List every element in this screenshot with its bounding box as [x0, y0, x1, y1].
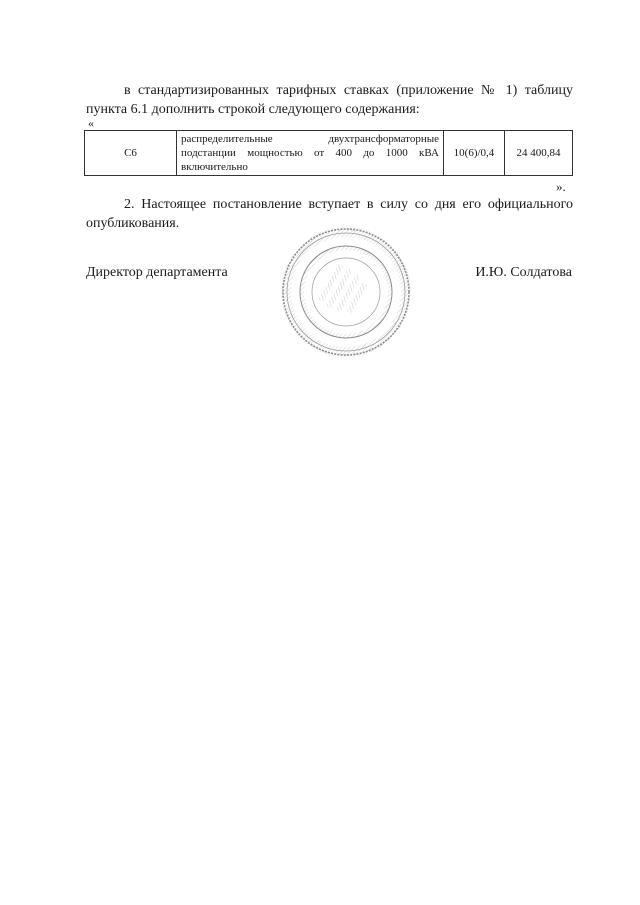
quote-open-mark: « [88, 116, 94, 130]
quote-close-mark: ». [556, 179, 566, 194]
signatory-title: Директор департамента [86, 265, 228, 280]
official-seal-stamp [280, 226, 412, 358]
price-cell: 24 400,84 [505, 131, 573, 176]
rate-description-cell: распределительные двухтрансформаторные подстанции мощностью от 400 до 1000 кВА включительно [177, 131, 444, 176]
voltage-cell: 10(6)/0,4 [444, 131, 505, 176]
signatory-name: И.Ю. Солдатова [475, 265, 572, 280]
rate-code-cell: С6 [85, 131, 177, 176]
tariff-table [84, 130, 573, 176]
paragraph-2: 2. Настоящее постановление вступает в силу со дня его официального опубликования. [86, 197, 573, 231]
table-row [85, 131, 573, 176]
intro-paragraph: в стандартизированных тарифных ставках (приложение № 1) таблицу пункта 6.1 дополнить строкой следующего содержания: [86, 83, 573, 117]
